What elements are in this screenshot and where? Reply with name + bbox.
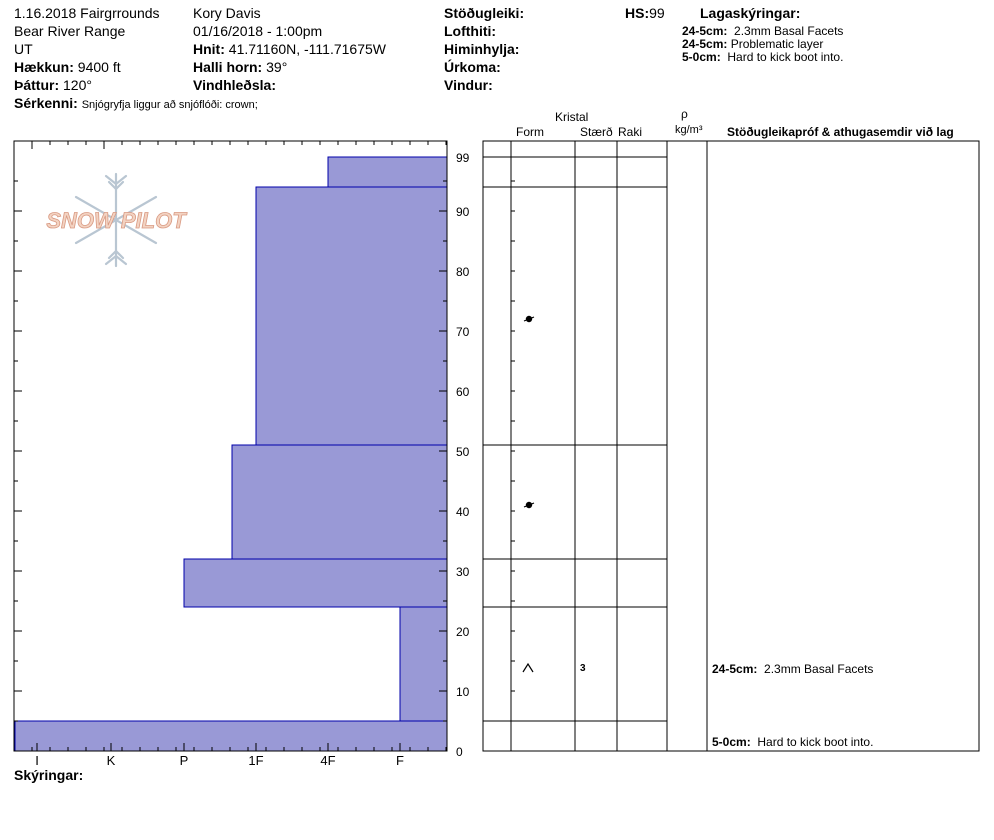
hs-label: HS:	[625, 5, 650, 21]
rho-header: ρ	[681, 107, 688, 121]
layer-note-text: Hard to kick boot into.	[727, 50, 844, 64]
datetime: 01/16/2018 - 1:00pm	[193, 23, 323, 39]
x-tick-label: 1F	[248, 753, 264, 768]
layer-note-range: 5-0cm:	[682, 50, 721, 64]
x-tick-label: K	[106, 753, 116, 768]
x-tick-label: I	[35, 753, 39, 768]
coords-value: 41.71160N, -111.71675W	[228, 41, 387, 57]
y-tick-label: 70	[456, 325, 470, 339]
state: UT	[14, 41, 33, 57]
table-frame	[483, 141, 979, 751]
stability-label: Stöðugleiki:	[444, 5, 525, 21]
moisture-header: Raki	[618, 125, 643, 139]
crystal-header: Kristal	[555, 110, 589, 124]
layer-note-text: Problematic layer	[730, 37, 824, 51]
y-tick-label: 99	[456, 151, 470, 165]
y-tick-label: 0	[456, 745, 463, 759]
x-tick-label: F	[396, 753, 404, 768]
observer: Kory Davis	[193, 5, 261, 21]
wind-loading-label: Vindhleðsla:	[193, 77, 276, 93]
layer-comment-range: 5-0cm:	[712, 735, 751, 749]
slope-label: Halli horn:	[193, 59, 263, 75]
layer-note-text: 2.3mm Basal Facets	[734, 24, 844, 38]
hardness-bar	[15, 721, 447, 751]
hardness-bar	[184, 559, 447, 607]
layer-table	[483, 141, 979, 751]
y-tick-label: 80	[456, 265, 470, 279]
sky-label: Himinhylja:	[444, 41, 520, 57]
aspect-value: 120°	[63, 77, 92, 93]
aspect-label: Þáttur:	[14, 77, 60, 93]
comments-header: Stöðugleikapróf & athugasemdir við lag	[727, 125, 954, 139]
hs-value: 99	[649, 5, 665, 21]
hardness-bar	[328, 157, 447, 187]
air-temp-label: Lofthiti:	[444, 23, 497, 39]
layer-comment-text: Hard to kick boot into.	[757, 735, 874, 749]
logo-text: SNOW PILOT	[46, 208, 186, 233]
x-tick-label: 4F	[320, 753, 336, 768]
y-tick-label: 40	[456, 505, 470, 519]
layer-note-range: 24-5cm:	[682, 37, 728, 51]
layer-comment-range: 24-5cm:	[712, 662, 758, 676]
hardness-bar	[400, 607, 447, 721]
y-tick-label: 60	[456, 385, 470, 399]
precip-label: Úrkoma:	[444, 59, 501, 75]
form-header: Form	[516, 125, 544, 139]
range-name: Bear River Range	[14, 23, 126, 39]
wind-label: Vindur:	[444, 77, 493, 93]
y-tick-label: 90	[456, 205, 470, 219]
location-title: 1.16.2018 Fairgrrounds	[14, 5, 160, 21]
y-tick-label: 50	[456, 445, 470, 459]
layer-note-range: 24-5cm:	[682, 24, 728, 38]
hardness-bar	[256, 187, 447, 445]
coords-label: Hnit:	[193, 41, 225, 57]
x-tick-label: P	[179, 753, 189, 768]
y-tick-label: 20	[456, 625, 470, 639]
slope-value: 39°	[266, 59, 288, 75]
size-header: Stærð	[580, 125, 613, 139]
y-tick-label: 10	[456, 685, 470, 699]
layer-notes-title: Lagaskýringar:	[700, 5, 801, 21]
elevation-label: Hækkun:	[14, 59, 74, 75]
snowpilot-logo	[36, 170, 196, 270]
features-label: Sérkenni:	[14, 95, 78, 111]
density-unit-header: kg/m³	[675, 124, 703, 136]
layer-comment-text: 2.3mm Basal Facets	[764, 662, 874, 676]
hardness-bar	[232, 445, 447, 559]
elevation-value: 9400 ft	[77, 59, 121, 75]
legend-label: Skýringar:	[14, 767, 84, 783]
y-tick-label: 30	[456, 565, 470, 579]
depth-hoar-symbol	[523, 664, 533, 672]
grain-size-label: 3	[580, 663, 586, 674]
features-value: Snjógryfja liggur að snjóflóði: crown;	[81, 99, 258, 111]
